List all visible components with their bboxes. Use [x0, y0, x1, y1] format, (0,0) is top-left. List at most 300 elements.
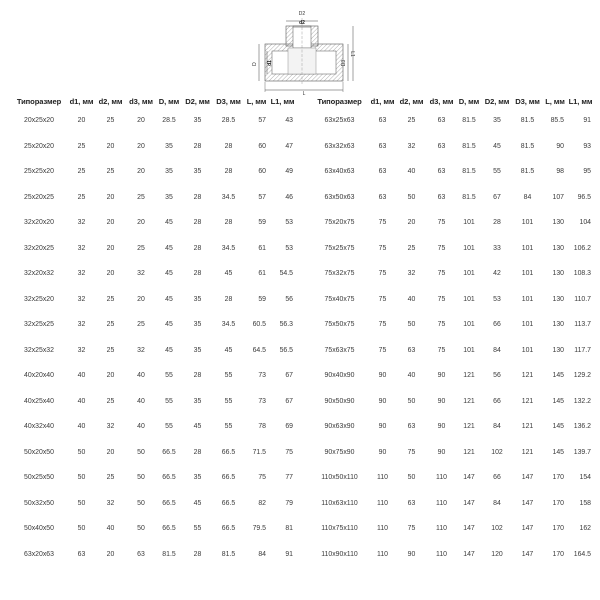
cell-value: 28.5 — [221, 117, 236, 125]
cell-value: 45 — [193, 499, 202, 507]
cell-value: 45 — [165, 219, 173, 227]
cell-value: 50 — [407, 397, 416, 405]
cell-value: 54.5 — [279, 270, 293, 278]
cell-value: 45 — [165, 244, 173, 252]
cell-value: 75 — [258, 474, 266, 482]
cell-value: 53 — [285, 219, 293, 227]
cell-value: 55 — [165, 397, 173, 405]
cell-value: 84 — [493, 499, 501, 507]
table-row — [10, 542, 296, 568]
cell-value: 73 — [258, 397, 266, 405]
cell-value: 56.5 — [279, 346, 293, 354]
table-header-row — [10, 94, 296, 108]
cell-value: 63 — [378, 168, 387, 176]
cell-value: 130 — [552, 219, 564, 227]
cell-value: 28 — [224, 142, 233, 150]
cell-value: 20 — [137, 142, 145, 150]
cell-value: 25 — [137, 321, 145, 329]
cell-value: 25 — [77, 193, 86, 201]
cell-value: 25 — [407, 244, 416, 252]
table-row — [10, 312, 296, 338]
cell-value: 50 — [137, 448, 145, 456]
dim-label-L1: L1 — [349, 51, 355, 57]
cell-size: 32х25х32 — [24, 346, 54, 354]
cell-value: 101 — [521, 244, 534, 252]
cell-value: 82 — [258, 499, 266, 507]
cell-value: 63 — [437, 168, 446, 176]
cell-value: 55 — [165, 423, 173, 431]
tee-fitting-diagram — [248, 4, 356, 96]
cell-value: 102 — [491, 525, 503, 533]
cell-value: 164.5 — [573, 550, 591, 558]
table-row — [310, 108, 594, 134]
cell-value: 28 — [224, 219, 233, 227]
col-header: Типоразмер — [16, 96, 62, 106]
cell-value: 34.5 — [221, 321, 236, 329]
table-row — [310, 312, 594, 338]
cell-value: 110 — [436, 499, 447, 507]
cell-value: 147 — [521, 474, 534, 482]
table-row — [10, 338, 296, 364]
table-row — [10, 363, 296, 389]
cell-value: 55 — [193, 525, 202, 533]
cell-value: 35 — [193, 397, 202, 405]
cell-size: 50х40х50 — [24, 525, 54, 533]
cell-value: 90 — [437, 397, 446, 405]
table-row — [10, 261, 296, 287]
cell-size: 50х32х50 — [24, 499, 54, 507]
table-row — [310, 134, 594, 160]
col-header: L, мм — [545, 96, 565, 106]
cell-value: 50 — [77, 499, 86, 507]
table-row — [310, 516, 594, 542]
table-row — [10, 108, 296, 134]
cell-value: 132.2 — [573, 397, 591, 405]
cell-value: 28 — [193, 550, 202, 558]
cell-value: 84 — [523, 193, 532, 201]
cell-value: 147 — [521, 499, 534, 507]
cell-value: 130 — [552, 295, 564, 303]
cell-value: 40 — [77, 372, 86, 380]
cell-size: 90х75х90 — [324, 448, 355, 456]
cell-value: 34.5 — [221, 193, 236, 201]
cell-value: 81.5 — [162, 550, 176, 558]
cell-value: 63 — [407, 423, 416, 431]
cell-value: 32 — [106, 423, 115, 431]
cell-value: 145 — [552, 372, 564, 380]
cell-value: 25 — [106, 117, 115, 125]
cell-value: 42 — [493, 270, 501, 278]
cell-value: 59 — [258, 295, 266, 303]
cell-value: 110 — [436, 550, 447, 558]
table-row — [310, 465, 594, 491]
col-header: d1, мм — [370, 96, 395, 106]
cell-value: 40 — [137, 397, 145, 405]
cell-value: 63 — [378, 193, 387, 201]
cell-value: 45 — [224, 346, 233, 354]
table-row — [310, 363, 594, 389]
cell-value: 32 — [137, 270, 145, 278]
cell-value: 57 — [258, 193, 266, 201]
cell-size: 110х63х110 — [321, 499, 358, 507]
cell-value: 117.7 — [574, 346, 591, 354]
cell-value: 66.5 — [221, 499, 236, 507]
cell-size: 75х63х75 — [324, 346, 355, 354]
cell-value: 75 — [378, 295, 387, 303]
cell-value: 79 — [285, 499, 293, 507]
cell-value: 32 — [106, 499, 115, 507]
cell-value: 61 — [258, 270, 266, 278]
cell-value: 25 — [77, 142, 86, 150]
cell-value: 93 — [583, 142, 591, 150]
cell-value: 98 — [556, 168, 564, 176]
cell-value: 121 — [521, 423, 534, 431]
cell-value: 28 — [193, 244, 202, 252]
cell-value: 40 — [407, 168, 416, 176]
dim-label-L: L — [302, 91, 306, 96]
cell-value: 57 — [258, 117, 266, 125]
table-row — [10, 210, 296, 236]
cell-size: 25х25х20 — [24, 168, 54, 176]
cell-value: 75 — [437, 321, 446, 329]
cell-value: 20 — [77, 117, 86, 125]
dim-label-D: D — [252, 62, 258, 66]
cell-size: 40х20х40 — [24, 372, 54, 380]
cell-value: 145 — [552, 448, 564, 456]
cell-value: 75 — [378, 270, 387, 278]
cell-value: 63 — [407, 499, 416, 507]
cell-value: 130 — [552, 346, 564, 354]
cell-value: 28 — [493, 219, 501, 227]
cell-value: 81.5 — [520, 117, 535, 125]
cell-value: 35 — [493, 117, 501, 125]
cell-value: 66 — [493, 397, 501, 405]
cell-value: 50 — [407, 321, 416, 329]
cell-size: 63х20х63 — [24, 550, 54, 558]
cell-value: 50 — [407, 193, 416, 201]
cell-value: 40 — [77, 423, 86, 431]
cell-value: 90 — [437, 372, 446, 380]
cell-value: 61 — [258, 244, 266, 252]
cell-value: 50 — [407, 474, 416, 482]
cell-value: 32 — [77, 346, 86, 354]
cell-value: 35 — [165, 142, 173, 150]
table-row — [310, 414, 594, 440]
cell-size: 32х20х25 — [24, 244, 54, 252]
dim-label-D3: D3 — [341, 59, 347, 67]
cell-value: 25 — [106, 168, 115, 176]
cell-value: 40 — [407, 295, 416, 303]
col-header: D, мм — [158, 96, 180, 106]
cell-size: 25х20х25 — [24, 193, 54, 201]
cell-value: 121 — [521, 372, 534, 380]
cell-value: 34.5 — [221, 244, 236, 252]
cell-value: 28.5 — [162, 117, 176, 125]
cell-size: 75х25х75 — [324, 244, 355, 252]
cell-value: 78 — [258, 423, 266, 431]
cell-value: 28 — [193, 219, 202, 227]
cell-size: 25х20х20 — [24, 142, 54, 150]
cell-value: 130 — [552, 321, 564, 329]
col-header: L1, мм — [568, 96, 593, 106]
cell-value: 25 — [106, 346, 115, 354]
cell-value: 106.2 — [573, 244, 591, 252]
cell-size: 75х32х75 — [324, 270, 355, 278]
cell-value: 25 — [106, 474, 115, 482]
cell-size: 20х25х20 — [24, 117, 54, 125]
cell-value: 84 — [493, 423, 501, 431]
table-row — [10, 389, 296, 415]
cell-value: 110 — [436, 525, 447, 533]
cell-value: 32 — [407, 142, 416, 150]
cell-value: 81.5 — [462, 193, 476, 201]
cell-value: 55 — [493, 168, 501, 176]
cell-value: 121 — [463, 423, 475, 431]
cell-value: 121 — [463, 372, 475, 380]
cell-value: 45 — [224, 270, 233, 278]
cell-value: 110 — [377, 499, 388, 507]
cell-value: 90 — [378, 448, 387, 456]
cell-value: 139.7 — [573, 448, 591, 456]
cell-value: 55 — [165, 372, 173, 380]
cell-value: 145 — [552, 397, 564, 405]
cell-value: 66.5 — [162, 525, 176, 533]
table-row — [10, 185, 296, 211]
dim-label-D2: D2 — [298, 11, 306, 17]
cell-value: 110 — [436, 474, 447, 482]
cell-value: 75 — [378, 346, 387, 354]
cell-value: 91 — [583, 117, 591, 125]
cell-value: 81.5 — [520, 168, 535, 176]
cell-value: 60 — [258, 168, 266, 176]
cell-value: 147 — [463, 499, 475, 507]
cell-value: 32 — [407, 270, 416, 278]
cell-value: 110 — [377, 525, 388, 533]
cell-value: 73 — [258, 372, 266, 380]
cell-value: 66 — [493, 474, 501, 482]
col-header: Типоразмер — [317, 96, 362, 106]
cell-value: 47 — [285, 142, 293, 150]
table-row — [310, 185, 594, 211]
cell-size: 63х32х63 — [324, 142, 355, 150]
cell-value: 56 — [285, 295, 293, 303]
cell-value: 35 — [165, 193, 173, 201]
cell-value: 55 — [224, 372, 233, 380]
cell-value: 75 — [437, 346, 446, 354]
cell-value: 32 — [77, 244, 86, 252]
cell-value: 64.5 — [252, 346, 266, 354]
cell-value: 50 — [137, 499, 145, 507]
cell-value: 63 — [378, 142, 387, 150]
col-header: d2, мм — [399, 96, 424, 106]
cell-value: 113.7 — [574, 321, 591, 329]
cell-value: 20 — [137, 295, 145, 303]
cell-size: 75х50х75 — [324, 321, 355, 329]
table-row — [310, 261, 594, 287]
cell-value: 75 — [378, 219, 387, 227]
cell-value: 63 — [437, 117, 446, 125]
table-row — [10, 159, 296, 185]
cell-value: 66 — [493, 321, 501, 329]
cell-value: 91 — [285, 550, 293, 558]
table-row — [310, 542, 594, 568]
cell-value: 59 — [258, 219, 266, 227]
cell-value: 63 — [77, 550, 86, 558]
cell-value: 20 — [106, 244, 115, 252]
table-row — [310, 491, 594, 517]
cell-value: 120 — [491, 550, 503, 558]
cell-value: 63 — [437, 142, 446, 150]
cell-value: 90 — [378, 372, 387, 380]
cell-value: 40 — [137, 423, 145, 431]
cell-value: 25 — [106, 295, 115, 303]
cell-value: 28 — [193, 448, 202, 456]
cell-size: 32х25х25 — [24, 321, 54, 329]
cell-value: 101 — [463, 295, 475, 303]
cell-value: 170 — [552, 499, 564, 507]
cell-value: 28 — [193, 372, 202, 380]
cell-size: 90х63х90 — [324, 423, 355, 431]
cell-value: 20 — [137, 117, 145, 125]
cell-value: 56 — [493, 372, 501, 380]
col-header: d1, мм — [69, 96, 94, 106]
cell-value: 50 — [137, 525, 145, 533]
cell-value: 75 — [378, 244, 387, 252]
table-row — [310, 236, 594, 262]
cell-value: 45 — [193, 423, 202, 431]
cell-value: 81.5 — [520, 142, 535, 150]
cell-size: 32х25х20 — [24, 295, 54, 303]
cell-value: 32 — [137, 346, 145, 354]
cell-value: 60.5 — [252, 321, 266, 329]
table-row — [10, 236, 296, 262]
cell-value: 28 — [193, 270, 202, 278]
cell-value: 25 — [407, 117, 416, 125]
cell-size: 90х40х90 — [324, 372, 355, 380]
cell-value: 25 — [106, 321, 115, 329]
cell-value: 40 — [137, 372, 145, 380]
cell-value: 147 — [463, 474, 475, 482]
cell-value: 170 — [552, 474, 564, 482]
col-header: D2, мм — [185, 96, 210, 106]
cell-size: 63х40х63 — [324, 168, 355, 176]
cell-value: 75 — [437, 244, 446, 252]
cell-value: 90 — [407, 550, 416, 558]
table-row — [10, 465, 296, 491]
cell-value: 45 — [165, 321, 173, 329]
cell-size: 32х20х32 — [24, 270, 54, 278]
cell-value: 101 — [463, 219, 475, 227]
table-row — [10, 440, 296, 466]
col-header: D, мм — [458, 96, 480, 106]
cell-value: 63 — [437, 193, 446, 201]
cell-value: 147 — [521, 525, 534, 533]
cell-value: 32 — [77, 219, 86, 227]
table-row — [310, 440, 594, 466]
cell-value: 121 — [521, 448, 534, 456]
cell-value: 136.2 — [573, 423, 591, 431]
cell-value: 101 — [521, 321, 534, 329]
cell-value: 28 — [224, 295, 233, 303]
cell-value: 28 — [193, 193, 202, 201]
table-header-row — [310, 94, 594, 108]
cell-value: 101 — [463, 321, 475, 329]
cell-value: 28 — [224, 168, 233, 176]
cell-size: 90х50х90 — [324, 397, 355, 405]
spec-table-right-body — [310, 108, 594, 567]
cell-value: 20 — [106, 219, 115, 227]
col-header: L1, мм — [270, 96, 295, 106]
table-row — [310, 389, 594, 415]
table-row — [310, 159, 594, 185]
cell-value: 53 — [285, 244, 293, 252]
table-row — [10, 491, 296, 517]
cell-value: 43 — [285, 117, 293, 125]
cell-value: 50 — [77, 474, 86, 482]
cell-value: 107 — [552, 193, 564, 201]
cell-size: 63х25х63 — [324, 117, 355, 125]
cell-value: 71.5 — [252, 448, 266, 456]
spec-table-left-body — [10, 108, 296, 567]
cell-value: 90 — [378, 397, 387, 405]
cell-value: 32 — [77, 295, 86, 303]
cell-value: 90 — [437, 423, 446, 431]
cell-value: 110.7 — [574, 295, 591, 303]
cell-size: 110х75х110 — [321, 525, 358, 533]
cell-value: 33 — [493, 244, 501, 252]
cell-value: 20 — [106, 142, 115, 150]
cell-value: 49 — [285, 168, 293, 176]
cell-value: 66.5 — [221, 525, 236, 533]
cell-value: 75 — [437, 219, 446, 227]
cell-value: 75 — [407, 525, 416, 533]
cell-value: 20 — [106, 448, 115, 456]
cell-value: 66.5 — [162, 474, 176, 482]
cell-size: 40х25х40 — [24, 397, 54, 405]
cell-size: 50х20х50 — [24, 448, 54, 456]
cell-value: 20 — [137, 168, 145, 176]
cell-value: 130 — [552, 244, 564, 252]
cell-value: 129.2 — [573, 372, 591, 380]
cell-value: 63 — [137, 550, 145, 558]
cell-value: 66.5 — [162, 448, 176, 456]
cell-value: 101 — [521, 219, 534, 227]
cell-value: 101 — [463, 346, 475, 354]
cell-value: 130 — [552, 270, 564, 278]
cell-value: 77 — [285, 474, 293, 482]
cell-value: 147 — [521, 550, 534, 558]
cell-value: 104 — [579, 219, 591, 227]
cell-value: 101 — [463, 270, 475, 278]
table-row — [310, 338, 594, 364]
table-row — [10, 516, 296, 542]
cell-value: 20 — [407, 219, 416, 227]
cell-value: 35 — [193, 346, 202, 354]
table-row — [10, 414, 296, 440]
cell-value: 158 — [579, 499, 591, 507]
cell-value: 67 — [493, 193, 501, 201]
cell-value: 101 — [521, 295, 534, 303]
cell-value: 35 — [193, 117, 202, 125]
cell-value: 35 — [193, 295, 202, 303]
cell-value: 40 — [77, 397, 86, 405]
table-row — [310, 210, 594, 236]
cell-value: 20 — [106, 270, 115, 278]
cell-value: 67 — [285, 372, 293, 380]
cell-value: 45 — [165, 295, 173, 303]
cell-value: 67 — [285, 397, 293, 405]
cell-value: 35 — [193, 321, 202, 329]
